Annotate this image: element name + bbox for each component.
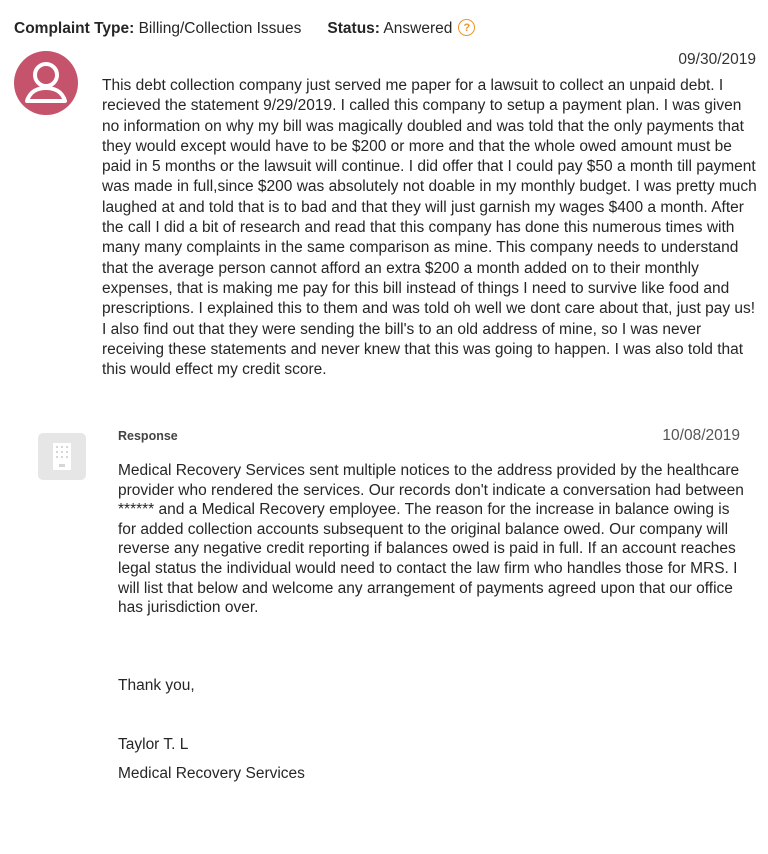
complaint-type-label: Complaint Type: [14, 20, 135, 37]
business-icon [38, 433, 86, 480]
signature-name: Taylor T. L [118, 736, 189, 753]
user-avatar-icon [14, 51, 78, 115]
help-icon[interactable]: ? [458, 19, 475, 36]
response-date: 10/08/2019 [662, 427, 740, 444]
response-closing: Thank you, [118, 677, 195, 694]
complaint-type [14, 20, 301, 38]
response-text [118, 461, 748, 618]
status-value: Answered [383, 20, 453, 37]
complaint-header [14, 20, 475, 38]
complaint-type-value: Billing/Collection Issues [138, 20, 302, 37]
response-body: Medical Recovery Services sent multiple notices to the address provided by the healthcare provider who rendered the services. Our records don't indicate a conversation had between ****** and a Medical Recovery employee. The reason for the increase in balance owing is for added collection accounts subsequent to the original balance owed. Our company will reverse any negative credit reporting if balances owed is paid in full. If an account reaches legal status the individual would need to contact the law firm who handles those for MRS. I will list that below and welcome any arrangement of payments agreed upon that our office has jurisdiction over. [118, 462, 744, 617]
building-icon [38, 433, 86, 480]
response-label: Response [118, 429, 178, 443]
status-label: Status: [327, 20, 380, 37]
status [327, 20, 475, 38]
complaint-date: 09/30/2019 [678, 51, 756, 68]
signature-company: Medical Recovery Services [118, 765, 305, 782]
complaint-text: This debt collection company just served me paper for a lawsuit to collect an unpaid debt. I recieved the statement 9/29/2019. I called this company to setup a payment plan. I was given no information on why my bill was magically doubled and was told that the only payments that they would except would have to be $200 or more and that the whole owed amount must be paid in 5 months or the lawsuit will continue. I did offer that I could pay $50 a month till payment was made in full,since $200 was absolutely not doable in my monthly budget. I was pretty much laughed at and told that is to bad and that they will just garnish my wages $400 a month. After the call I did a bit of research and read that this company has done this numerous times with many many complaints in the same comparison as mine. This company needs to understand that the average person cannot afford an extra $200 a month added on to their monthly expenses, that is making me pay for this bill instead of things I need to survive like food and prescriptions. I explained this to them and was told oh well we dont care about that, just pay us! I also find out that they were sending the bill's to an old address of mine, so I was never receiving these statements and never knew that this was going to happen. I was also told that this would effect my credit score. [102, 77, 757, 379]
